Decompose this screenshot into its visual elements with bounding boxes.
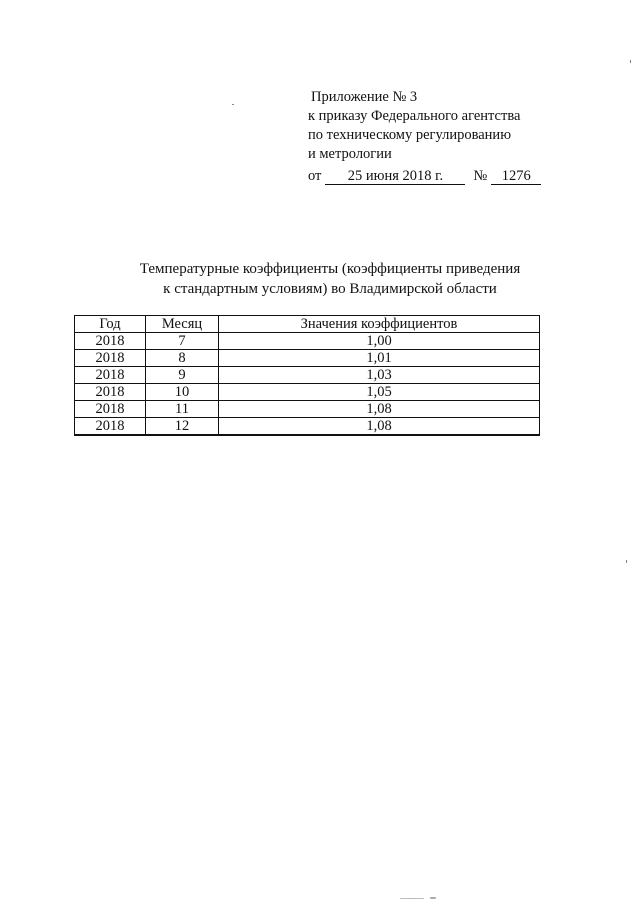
table-row: [75, 367, 540, 384]
cell-month: 12: [146, 418, 219, 436]
from-label: от: [308, 168, 322, 184]
cell-month: 10: [146, 384, 219, 401]
title-line: Температурные коэффициенты (коэффициенты приведения: [139, 261, 521, 277]
column-header-values: Значения коэффициентов: [219, 316, 540, 333]
cell-value: 1,08: [219, 401, 540, 418]
cell-value: 1,00: [219, 333, 540, 350]
scan-speck: [430, 897, 436, 899]
table-row: [75, 350, 540, 367]
cell-value: 1,08: [219, 418, 540, 436]
cell-year: 2018: [75, 384, 146, 401]
column-header-month: Месяц: [146, 316, 219, 333]
order-number: 1276: [491, 169, 541, 185]
cell-year: 2018: [75, 418, 146, 436]
attachment-line: и метрологии: [308, 146, 392, 162]
number-sign: №: [473, 168, 488, 184]
cell-value: 1,01: [219, 350, 540, 367]
attachment-line: Приложение № 3: [311, 89, 418, 105]
coefficients-table: [74, 315, 540, 436]
order-date: 25 июня 2018 г.: [325, 169, 465, 185]
scan-speck: [400, 898, 424, 899]
cell-year: 2018: [75, 367, 146, 384]
scan-speck: [626, 560, 627, 563]
scan-speck: [232, 104, 234, 105]
cell-year: 2018: [75, 350, 146, 367]
table-header-row: [75, 316, 540, 333]
table-row: [75, 418, 540, 436]
cell-year: 2018: [75, 401, 146, 418]
scan-speck: [630, 60, 631, 63]
title-line: к стандартным условиям) во Владимирской области: [163, 281, 497, 297]
column-header-year: Год: [75, 316, 146, 333]
cell-year: 2018: [75, 333, 146, 350]
table-row: [75, 384, 540, 401]
cell-month: 7: [146, 333, 219, 350]
order-date-line: [308, 167, 568, 186]
attachment-line: к приказу Федерального агентства: [308, 108, 521, 124]
document-title: [60, 259, 600, 299]
attachment-block: [308, 88, 568, 186]
cell-value: 1,03: [219, 367, 540, 384]
cell-month: 11: [146, 401, 219, 418]
cell-month: 8: [146, 350, 219, 367]
attachment-line: по техническому регулированию: [308, 127, 512, 143]
cell-month: 9: [146, 367, 219, 384]
table-row: [75, 401, 540, 418]
table-row: [75, 333, 540, 350]
cell-value: 1,05: [219, 384, 540, 401]
